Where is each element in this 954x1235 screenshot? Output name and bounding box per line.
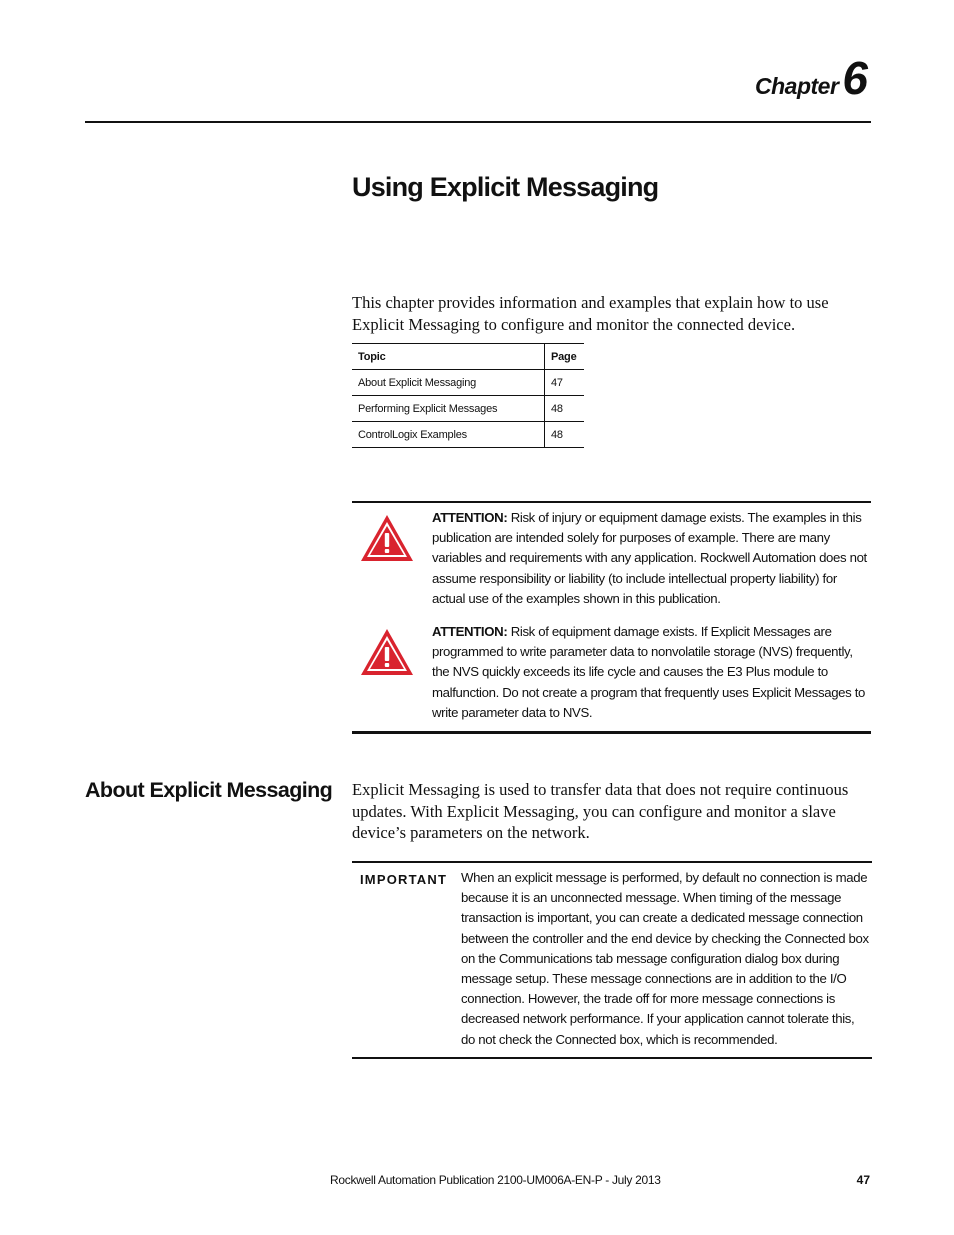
- chapter-label: Chapter: [755, 73, 839, 99]
- attention-body: Risk of injury or equipment damage exists. The examples in this publication are intended solely for purposes of example. There are many variables and requirements with any application. Rockwell Automation does not assume responsibility or liability (to include intellectual property liability) for actual use of the examples shown in this publication.: [432, 510, 867, 606]
- warning-triangle-icon: [359, 513, 415, 563]
- topic-column-header: Topic: [358, 350, 386, 363]
- attention-text: [432, 508, 868, 609]
- attention-text: [432, 622, 868, 723]
- warning-triangle-icon: [359, 627, 415, 677]
- chapter-divider: [85, 121, 871, 123]
- important-box: [352, 861, 872, 1059]
- table-row: [352, 422, 584, 448]
- topic-cell: About Explicit Messaging: [358, 376, 477, 389]
- chapter-heading: [755, 52, 868, 104]
- attention-label: ATTENTION:: [432, 510, 508, 525]
- attention-body: Risk of equipment damage exists. If Explicit Messages are programmed to write parameter data to nonvolatile storage (NVS) frequently, the NVS quickly exceeds its life cycle and causes the E3 Plus module to malfunction. Do not create a program that frequently uses Explicit Messages to write parameter data to NVS.: [432, 624, 866, 720]
- attention-label: ATTENTION:: [432, 624, 508, 639]
- intro-paragraph: This chapter provides information and examples that explain how to use Explicit Messaging to configure and monitor the connected device.: [352, 293, 829, 334]
- topic-cell: Performing Explicit Messages: [358, 402, 498, 415]
- table-row: [352, 396, 584, 422]
- section-heading: About Explicit Messaging: [85, 778, 333, 802]
- section-paragraph: Explicit Messaging is used to transfer data that does not require continuous updates. With Explicit Messaging, you can configure and monitor a slave device’s parameters on the network.: [352, 780, 849, 842]
- chapter-number: 6: [842, 52, 868, 104]
- page-cell: 48: [545, 396, 585, 422]
- page-cell: 47: [545, 370, 585, 396]
- important-text: When an explicit message is performed, by default no connection is made because it is an unconnected message. When timing of the message transaction is important, you can create a dedicated message connection between the controller and the end device by checking the Connected box on the Communications tab message configuration dialog box during message setup. These message connections are in addition to the I/O connection. However, the trade off for more message connections is decreased network performance. If your application cannot tolerate this, do not check the Connected box, which is recommended.: [461, 870, 869, 1047]
- page-column-header: Page: [545, 344, 585, 370]
- topic-cell: ControlLogix Examples: [358, 428, 467, 441]
- table-header-row: [352, 344, 584, 370]
- attention-box: [352, 501, 871, 734]
- page-title: Using Explicit Messaging: [352, 172, 659, 202]
- topic-table: [352, 343, 584, 448]
- page-cell: 48: [545, 422, 585, 448]
- table-row: [352, 370, 584, 396]
- footer-page-number: 47: [856, 1173, 870, 1187]
- footer-publication: Rockwell Automation Publication 2100-UM006A-EN-P - July 2013: [330, 1173, 661, 1187]
- important-label: IMPORTANT: [360, 872, 448, 887]
